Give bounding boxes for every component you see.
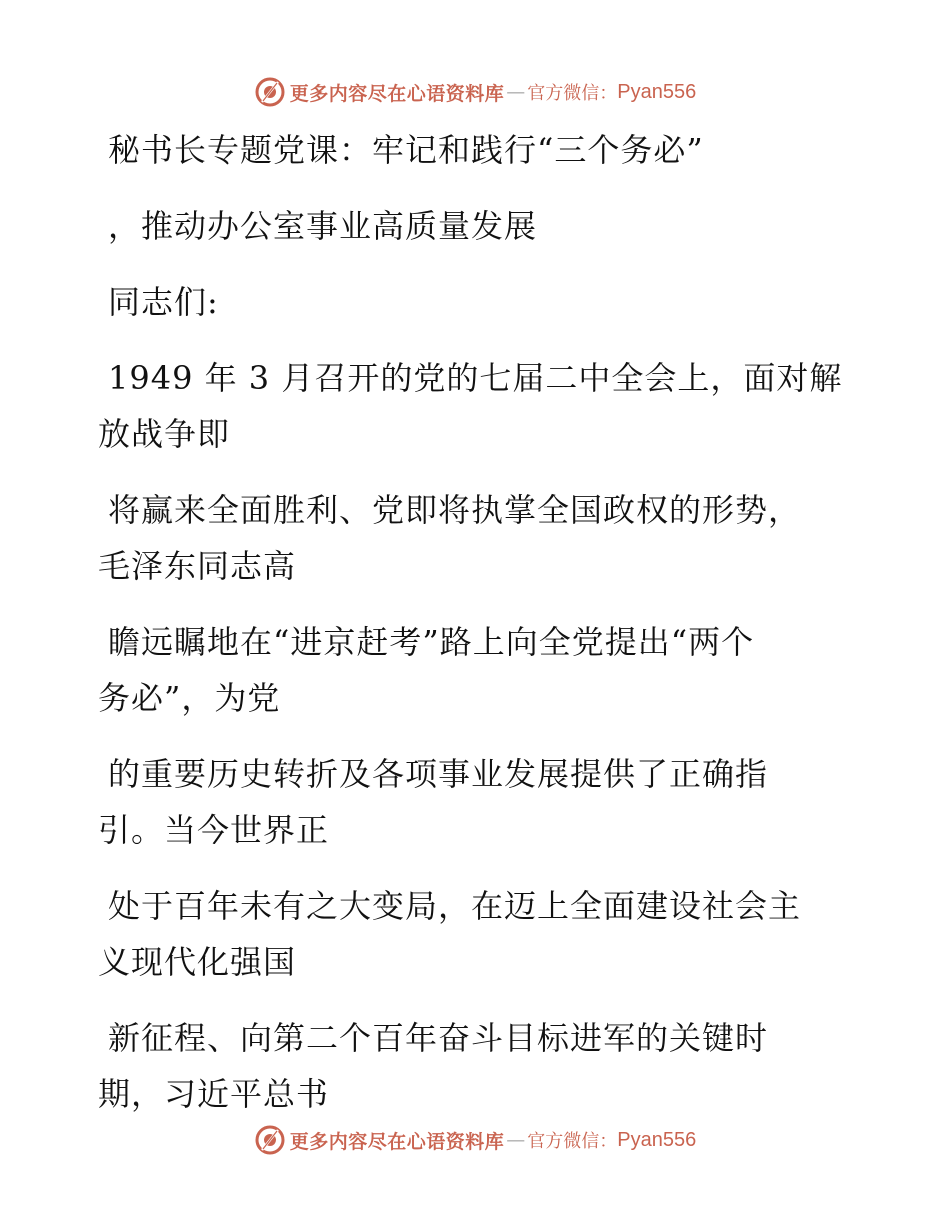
paragraph-line: 瞻远瞩地在“进京赶考”路上向全党提出“两个: [108, 623, 755, 661]
paragraph-line: 新征程、向第二个百年奋斗目标进军的关键时: [108, 1019, 769, 1057]
paragraph-line: 毛泽东同志高: [98, 547, 297, 585]
paragraph-line: 期，习近平总书: [98, 1075, 330, 1113]
doc-title-line-2: ，推动办公室事业高质量发展: [108, 207, 538, 245]
paragraph-line: 放战争即: [98, 415, 231, 453]
watermark-text: 更多内容尽在心语资料库: [289, 1130, 505, 1153]
paragraph-line: 引。当今世界正: [98, 811, 330, 849]
wechat-label: 官方微信：: [527, 83, 618, 104]
watermark-separator: —: [506, 81, 526, 103]
paragraph-line: 1949 年 3 月召开的党的七届二中全会上，面对解: [108, 359, 843, 397]
logo-icon: [254, 1124, 286, 1156]
wechat-id: Pyan556: [617, 1128, 697, 1151]
doc-title-line-1: 秘书长专题党课：牢记和践行“三个务必”: [108, 131, 704, 169]
paragraph-line: 将赢来全面胜利、党即将执掌全国政权的形势，: [108, 491, 802, 529]
paragraph-line: 的重要历史转折及各项事业发展提供了正确指: [108, 755, 769, 793]
header-watermark: [0, 72, 950, 112]
watermark-text: 更多内容尽在心语资料库: [289, 82, 505, 105]
document-body: [98, 122, 858, 1122]
wechat-id: Pyan556: [617, 80, 697, 103]
logo-icon: [254, 76, 286, 108]
salutation: 同志们:: [108, 283, 219, 321]
footer-watermark: [0, 1120, 950, 1160]
paragraph-line: 务必”，为党: [98, 679, 281, 717]
watermark-separator: —: [506, 1129, 526, 1151]
wechat-label: 官方微信：: [527, 1131, 618, 1152]
paragraph-line: 处于百年未有之大变局，在迈上全面建设社会主: [108, 887, 802, 925]
paragraph-line: 义现代化强国: [98, 943, 297, 981]
